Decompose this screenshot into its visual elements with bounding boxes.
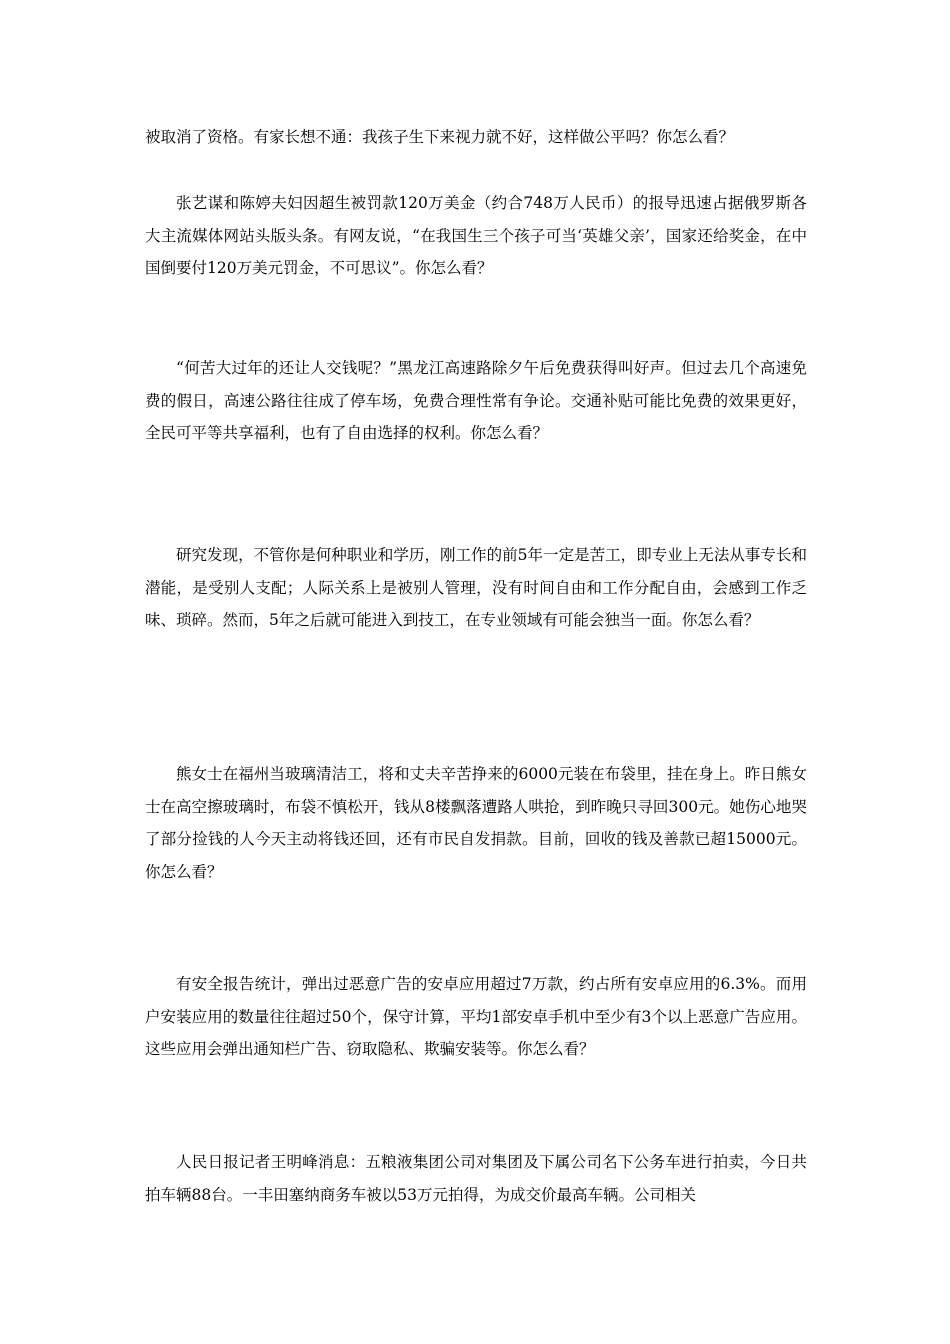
paragraph-3: “何苦大过年的还让人交钱呢？”黑龙江高速路除夕午后免费获得叫好声。但过去几个高速免费的假日，高速公路往往成了停车场，免费合理性常有争论。交通补贴可能比免费的效果更好，全民可平等共享福利，也有了自由选择的权利。你怎么看？ — [145, 359, 807, 442]
paragraph-1: 被取消了资格。有家长想不通：我孩子生下来视力就不好，这样做公平吗？你怎么看？ — [145, 128, 735, 146]
paragraph-2: 张艺谋和陈婷夫妇因超生被罚款120万美金（约合748万人民币）的报导迅速占据俄罗斯各大主流媒体网站头版头条。有网友说，“在我国生三个孩子可当‘英雄父亲’，国家还给奖金，在中国倒要付120万美元罚金，不可思议”。你怎么看？ — [145, 194, 807, 277]
paragraph-5: 熊女士在福州当玻璃清洁工，将和丈夫辛苦挣来的6000元装在布袋里，挂在身上。昨日熊女士在高空擦玻璃时，布袋不慎松开，钱从8楼飘落遭路人哄抢，到昨晚只寻回300元。她伤心地哭了部分捡钱的人今天主动将钱还回，还有市民自发捐款。目前，回收的钱及善款已超15000元。你怎么看？ — [145, 765, 807, 881]
paragraph-6: 有安全报告统计，弹出过恶意广告的安卓应用超过7万款，约占所有安卓应用的6.3%。而用户安装应用的数量往往超过50个，保守计算，平均1部安卓手机中至少有3个以上恶意广告应用。这些应用会弹出通知栏广告、窃取隐私、欺骗安装等。你怎么看？ — [145, 975, 807, 1058]
paragraph-4: 研究发现，不管你是何种职业和学历，刚工作的前5年一定是苦工，即专业上无法从事专长和潜能，是受别人支配；人际关系上是被别人管理，没有时间自由和工作分配自由，会感到工作乏味、琐碎。然而，5年之后就可能进入到技工，在专业领域有可能会独当一面。你怎么看？ — [145, 546, 807, 629]
paragraph-7: 人民日报记者王明峰消息：五粮液集团公司对集团及下属公司名下公务车进行拍卖，今日共拍车辆88台。一丰田塞纳商务车被以53万元拍得，为成交价最高车辆。公司相关 — [145, 1153, 807, 1204]
